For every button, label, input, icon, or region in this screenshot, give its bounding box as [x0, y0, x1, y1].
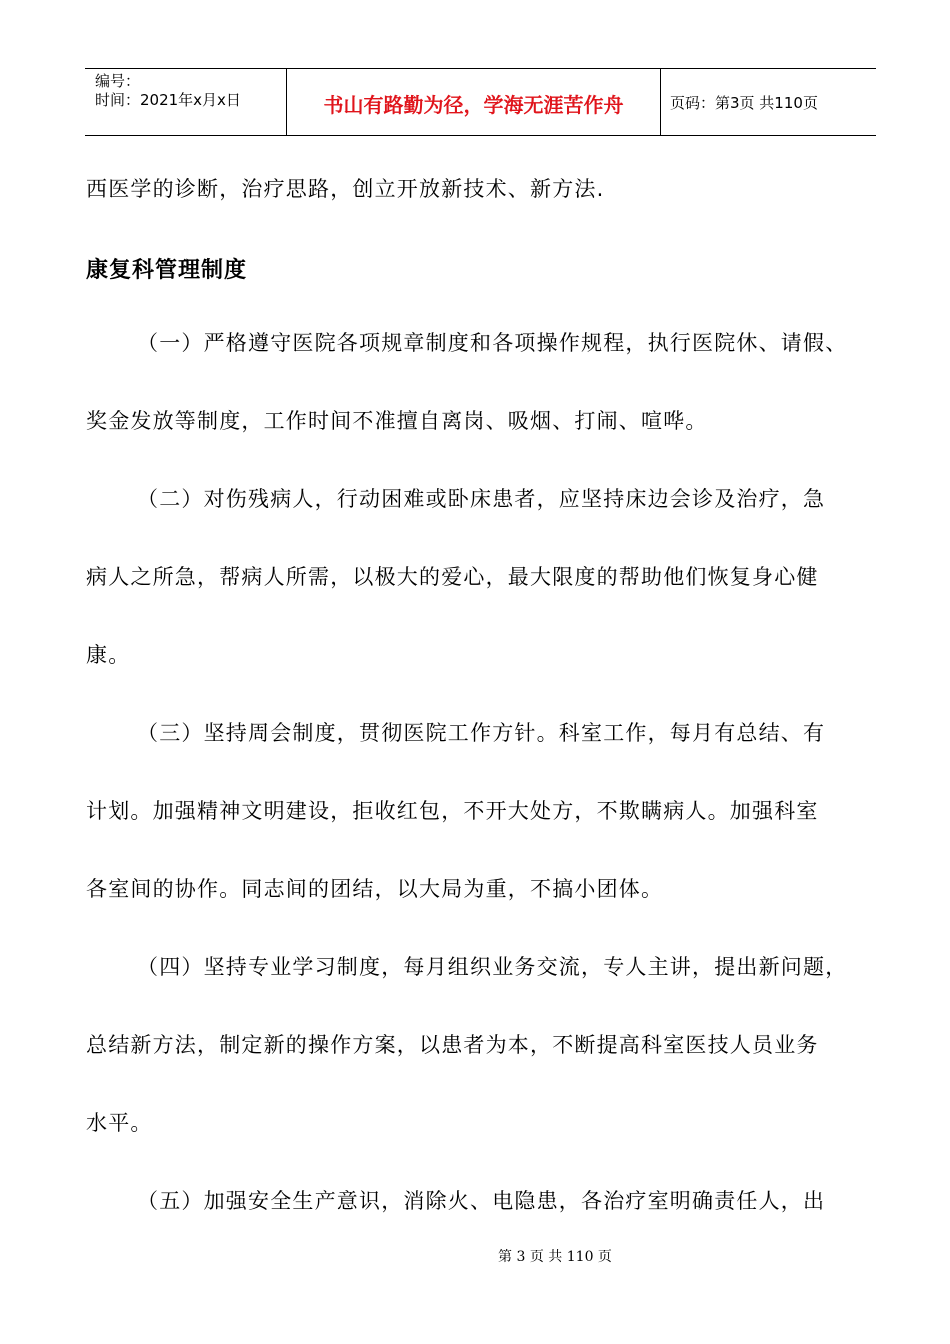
body-line: 病人之所急，帮病人所需，以极大的爱心，最大限度的帮助他们恢复身心健 [86, 565, 819, 589]
body-line: 总结新方法，制定新的操作方案，以患者为本，不断提高科室医技人员业务 [86, 1033, 819, 1057]
number-label: 编号： [95, 72, 141, 90]
body-line: （三）坚持周会制度，贯彻医院工作方针。科室工作，每月有总结、有 [137, 721, 826, 745]
body-line: 康。 [86, 643, 131, 667]
header-page-info: 页码：第3页 共110页 [670, 93, 818, 112]
body-line: 各室间的协作。同志间的团结，以大局为重，不搞小团体。 [86, 877, 664, 901]
section-heading: 康复科管理制度 [86, 258, 248, 283]
body-line: 水平。 [86, 1111, 153, 1135]
page-footer: 第 3 页 共 110 页 [498, 1249, 612, 1265]
body-line: （二）对伤残病人，行动困难或卧床患者，应坚持床边会诊及治疗，急 [137, 487, 826, 511]
body-line: （四）坚持专业学习制度，每月组织业务交流，专人主讲，提出新问题， [137, 955, 848, 979]
body-line: （五）加强安全生产意识，消除火、电隐患，各治疗室明确责任人，出 [137, 1189, 826, 1213]
time-label: 时间：2021年x月x日 [95, 91, 241, 109]
body-line: （一）严格遵守医院各项规章制度和各项操作规程，执行医院休、请假、 [137, 331, 848, 355]
body-line: 西医学的诊断，治疗思路，创立开放新技术、新方法. [86, 177, 605, 201]
header-motto: 书山有路勤为径，学海无涯苦作舟 [287, 69, 661, 135]
body-line: 奖金发放等制度，工作时间不准擅自离岗、吸烟、打闹、喧哗。 [86, 409, 708, 433]
header-meta [85, 69, 287, 135]
body-line: 计划。加强精神文明建设，拒收红包，不开大处方，不欺瞒病人。加强科室 [86, 799, 819, 823]
document-header [85, 68, 876, 136]
